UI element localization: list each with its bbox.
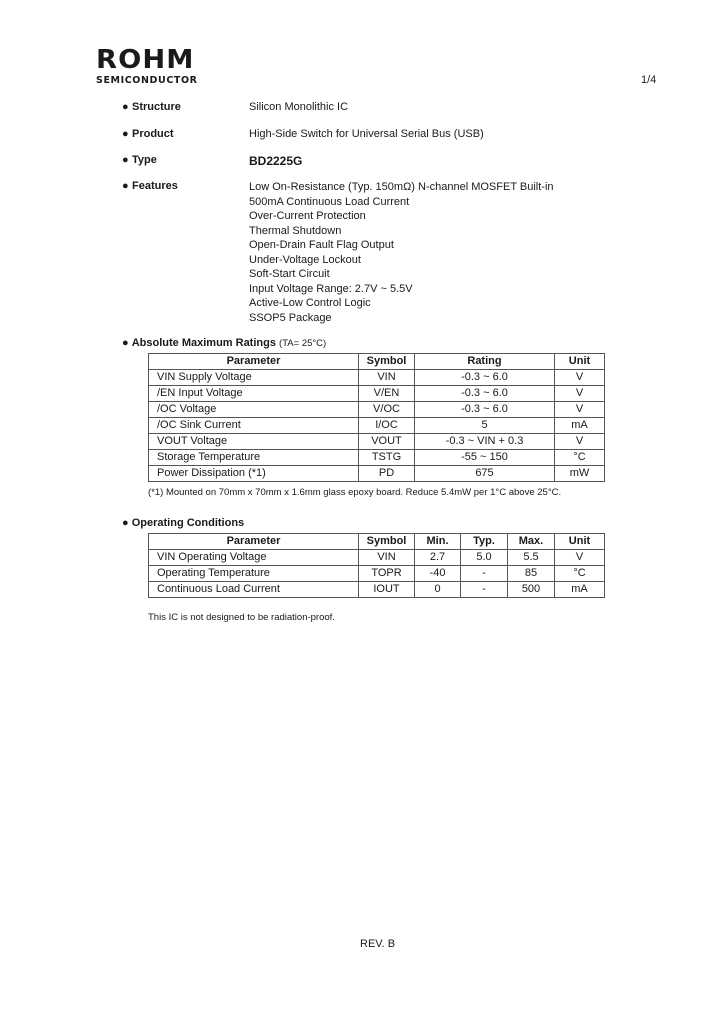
abs-max-title: Absolute Maximum Ratings [131,337,276,349]
col-header: Parameter [149,354,359,370]
max-cell: 500 [508,582,555,598]
symbol-cell: VIN [359,550,415,566]
symbol-cell: VOUT [359,434,415,450]
col-header: Rating [415,354,555,370]
unit-cell: mA [555,582,605,598]
param-cell: VIN Operating Voltage [149,550,359,566]
unit-cell: V [555,434,605,450]
min-cell: 0 [415,582,461,598]
page-number: 1/4 [641,74,657,86]
typ-cell: 5.0 [461,550,508,566]
max-cell: 85 [508,566,555,582]
rating-cell: -0.3 ~ 6.0 [415,370,555,386]
info-value: BD2225G [249,154,303,168]
table-row [149,466,605,482]
feature-item: Input Voltage Range: 2.7V ~ 5.5V [249,282,413,295]
symbol-cell: PD [359,466,415,482]
op-cond-heading [122,517,244,529]
unit-cell: °C [555,450,605,466]
min-cell: -40 [415,566,461,582]
symbol-cell: V/EN [359,386,415,402]
abs-max-heading [122,337,326,349]
unit-cell: mA [555,418,605,434]
bullet-icon: ● [122,154,129,166]
table-row [149,386,605,402]
table-row [149,402,605,418]
feature-item: SSOP5 Package [249,311,332,324]
col-header: Unit [555,354,605,370]
table-row [149,550,605,566]
feature-item: Soft-Start Circuit [249,268,330,280]
col-header: Max. [508,534,555,550]
unit-cell: °C [555,566,605,582]
feature-item: Thermal Shutdown [249,224,342,237]
feature-item: Over-Current Protection [249,210,366,222]
abs-max-footnote: (*1) Mounted on 70mm x 70mm x 1.6mm glass epoxy board. Reduce 5.4mW per 1°C above 25°C. [148,487,562,498]
typ-cell: - [461,566,508,582]
symbol-cell: I/OC [359,418,415,434]
col-header: Min. [415,534,461,550]
info-label: Type [132,154,157,166]
abs-max-condition: (TA= 25°C) [279,338,327,349]
col-header: Symbol [359,354,415,370]
table-row [149,434,605,450]
col-header: Unit [555,534,605,550]
max-cell: 5.5 [508,550,555,566]
param-cell: /EN Input Voltage [149,386,359,402]
bullet-icon: ● [122,180,129,192]
unit-cell: mW [555,466,605,482]
symbol-cell: VIN [359,370,415,386]
table-header-row [149,534,605,550]
unit-cell: V [555,370,605,386]
param-cell: /OC Voltage [149,402,359,418]
info-label: Features [132,180,178,192]
unit-cell: V [555,550,605,566]
info-label: Product [132,128,174,140]
table-row [149,418,605,434]
rating-cell: -0.3 ~ 6.0 [415,386,555,402]
param-cell: Operating Temperature [149,566,359,582]
rating-cell: -0.3 ~ 6.0 [415,402,555,418]
table-row [149,582,605,598]
table-row [149,566,605,582]
radiation-note: This IC is not designed to be radiation-proof. [148,612,335,623]
rating-cell: 675 [415,466,555,482]
logo-subtitle: SEMICONDUCTOR [96,75,198,86]
rating-cell: 5 [415,418,555,434]
param-cell: Power Dissipation (*1) [149,466,359,482]
rating-cell: -0.3 ~ VIN + 0.3 [415,434,555,450]
param-cell: VIN Supply Voltage [149,370,359,386]
param-cell: VOUT Voltage [149,434,359,450]
param-cell: Storage Temperature [149,450,359,466]
feature-item: Under-Voltage Lockout [249,253,361,266]
bullet-icon: ● [122,337,129,349]
col-header: Parameter [149,534,359,550]
info-value: High-Side Switch for Universal Serial Bus (USB) [249,128,484,140]
col-header: Typ. [461,534,508,550]
bullet-icon: ● [122,101,129,113]
table-row [149,370,605,386]
symbol-cell: TOPR [359,566,415,582]
feature-item: Open-Drain Fault Flag Output [249,239,394,251]
param-cell: Continuous Load Current [149,582,359,598]
info-label: Structure [132,101,181,113]
feature-item: 500mA Continuous Load Current [249,195,410,208]
revision-label: REV. B [360,938,396,950]
features-list [249,180,554,325]
table-row [149,450,605,466]
feature-item: Low On-Resistance (Typ. 150mΩ) N-channel MOSFET Built-in [249,181,554,193]
unit-cell: V [555,386,605,402]
abs-max-table [148,353,605,482]
info-value: Silicon Monolithic IC [249,101,349,113]
symbol-cell: IOUT [359,582,415,598]
rohm-logo [96,47,198,86]
param-cell: /OC Sink Current [149,418,359,434]
symbol-cell: V/OC [359,402,415,418]
symbol-cell: TSTG [359,450,415,466]
logo-wordmark: ROHM [96,45,195,75]
min-cell: 2.7 [415,550,461,566]
op-cond-title: Operating Conditions [131,517,245,529]
bullet-icon: ● [122,128,129,140]
rating-cell: -55 ~ 150 [415,450,555,466]
feature-item: Active-Low Control Logic [249,297,371,309]
table-header-row [149,354,605,370]
bullet-icon: ● [122,517,129,529]
op-cond-table [148,533,605,598]
typ-cell: - [461,582,508,598]
unit-cell: V [555,402,605,418]
col-header: Symbol [359,534,415,550]
